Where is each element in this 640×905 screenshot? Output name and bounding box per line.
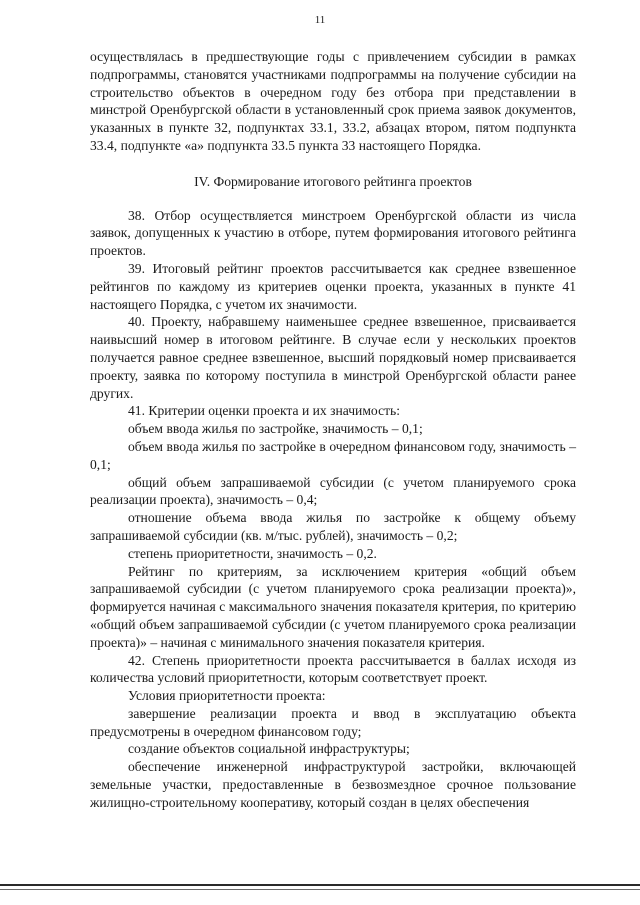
scan-border-line [0, 884, 640, 886]
priority-condition-item: завершение реализации проекта и ввод в эксплуатацию объекта предусмотрены в очередном финансовом году; [90, 705, 576, 739]
criterion-item: объем ввода жилья по застройке в очередном финансовом году, значимость – 0,1; [90, 438, 576, 472]
paragraph-41: 41. Критерии оценки проекта и их значимость: [128, 403, 401, 419]
rating-rule-paragraph: Рейтинг по критериям, за исключением критерия «общий объем запрашиваемой субсидии (с учетом планируемого срока реализации проекта)», формируется начиная с максимального значения показателя критерия, по критерию «общий объем запрашиваемой субсидии (с учетом планируемого срока реализации проекта)» – начиная с минимального значения показателя критерия. [90, 563, 576, 650]
criterion-item: степень приоритетности, значимость – 0,2. [128, 545, 377, 561]
page-number: 11 [314, 14, 326, 26]
section-heading: IV. Формирование итогового рейтинга проектов [194, 173, 472, 189]
criterion-item: общий объем запрашиваемой субсидии (с учетом планируемого срока реализации проекта), значимость – 0,4; [90, 474, 576, 508]
document-body [90, 48, 576, 812]
priority-conditions-heading: Условия приоритетности проекта: [128, 688, 326, 704]
priority-condition-item: обеспечение инженерной инфраструктурой застройки, включающей земельные участки, предоставленные в безвозмездное срочное пользование жилищно-строительному кооперативу, который создан в целях обеспечения [90, 759, 576, 810]
criterion-item: объем ввода жилья по застройке, значимость – 0,1; [128, 421, 423, 437]
paragraph-39: 39. Итоговый рейтинг проектов рассчитывается как среднее взвешенное рейтингов по каждому из критериев оценки проекта, указанных в пункте 41 настоящего Порядка, с учетом их значимости. [90, 260, 576, 312]
paragraph-38: 38. Отбор осуществляется минстроем Оренбургской области из числа заявок, допущенных к участию в отборе, путем формирования итогового рейтинга проектов. [90, 207, 576, 259]
paragraph-continuation: осуществлялась в предшествующие годы с привлечением субсидии в рамках подпрограммы, становятся участниками подпрограммы на получение субсидии на строительство объектов в очередном году без отбора при представлении в минстрой Оренбургской области в установленный срок приема заявок документов, указанных в пункте 32, подпунктах 33.1, 33.2, абзацах втором, пятом подпункта 33.4, подпункте «а» подпункта 33.5 пункта 33 настоящего Порядка. [90, 49, 576, 153]
scan-border-line [0, 889, 640, 890]
paragraph-42: 42. Степень приоритетности проекта рассчитывается в баллах исходя из количества условий приоритетности, которым соответствует проект. [90, 652, 576, 686]
priority-condition-item: создание объектов социальной инфраструктуры; [128, 741, 410, 757]
criterion-item: отношение объема ввода жилья по застройке к общему объему запрашиваемой субсидии (кв. м/тыс. рублей), значимость – 0,2; [90, 510, 576, 543]
paragraph-40: 40. Проекту, набравшему наименьшее среднее взвешенное, присваивается наивысший номер в итоговом рейтинге. В случае если у нескольких проектов получается равное среднее взвешенное, высший порядковый номер присваивается проекту, заявка по которому поступила в минстрой Оренбургской области ранее других. [90, 314, 576, 401]
